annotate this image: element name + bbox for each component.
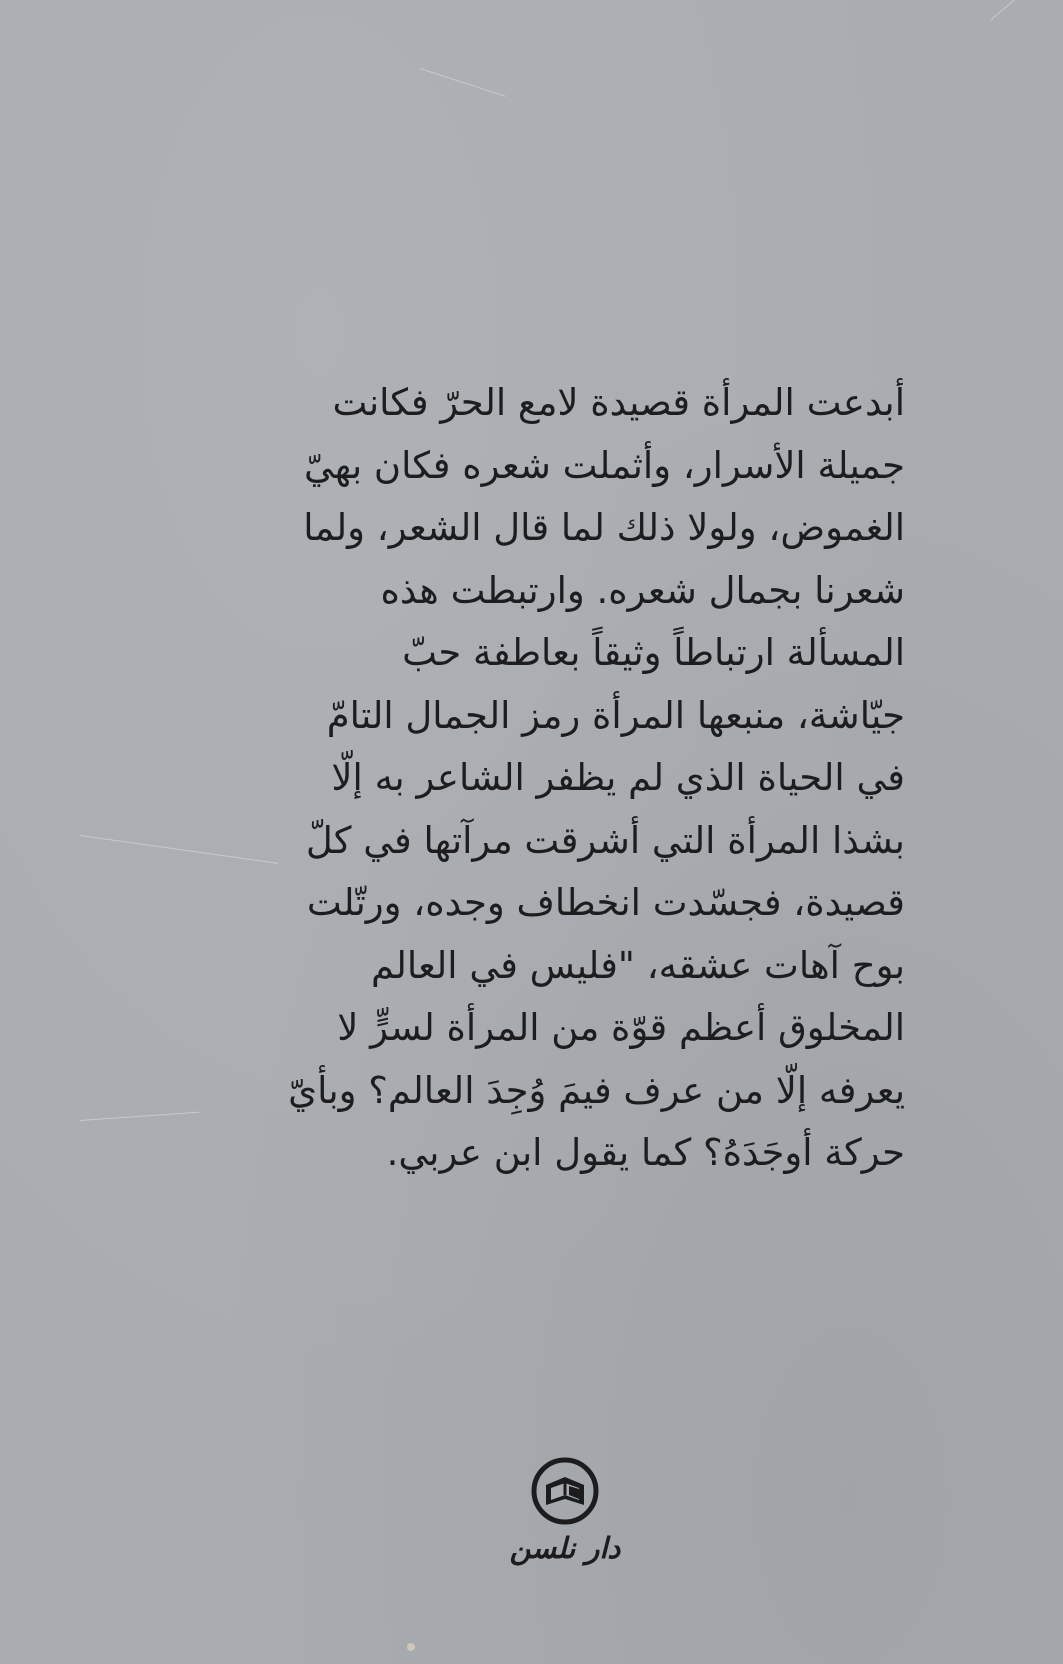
blurb-line: بشذا المرأة التي أشرقت مرآتها في كلّ (305, 818, 905, 862)
blurb-line: بوح آهات عشقه، "فليس في العالم (371, 943, 905, 987)
back-cover-blurb (205, 372, 905, 1185)
blurb-line: الغموض، ولولا ذلك لما قال الشعر، ولما (303, 506, 905, 549)
blurb-line: أبدعت المرأة قصيدة لامع الحرّ فكانت (332, 381, 905, 424)
paper-speck (407, 1643, 415, 1651)
blurb-line: المسألة ارتباطاً وثيقاً بعاطفة حبّ (402, 631, 905, 674)
blurb-line: جيّاشة، منبعها المرأة رمز الجمال التامّ (326, 693, 905, 737)
blurb-line: حركة أوجَدَهُ؟ كما يقول ابن عربي. (386, 1131, 905, 1174)
blurb-line: يعرفه إلّا من عرف فيمَ وُجِدَ العالم؟ وبأيّ (288, 1068, 905, 1112)
blurb-line: في الحياة الذي لم يظفر الشاعر به إلّا (331, 756, 905, 799)
publisher-name: دار نلسن (509, 1531, 621, 1565)
crease-mark (80, 1112, 200, 1121)
publisher-mark (500, 1455, 630, 1585)
blurb-line: شعرنا بجمال شعره. وارتبطت هذه (380, 568, 905, 612)
crease-mark (990, 0, 1021, 21)
crease-mark (420, 68, 506, 97)
publisher-logo-icon (529, 1455, 601, 1527)
blurb-line: جميلة الأسرار، وأثملت شعره فكان بهيّ (303, 443, 905, 487)
blurb-line: قصيدة، فجسّدت انخطاف وجده، ورتّلت (306, 881, 905, 924)
blurb-line: المخلوق أعظم قوّة من المرأة لسرٍّ لا (337, 1006, 905, 1049)
